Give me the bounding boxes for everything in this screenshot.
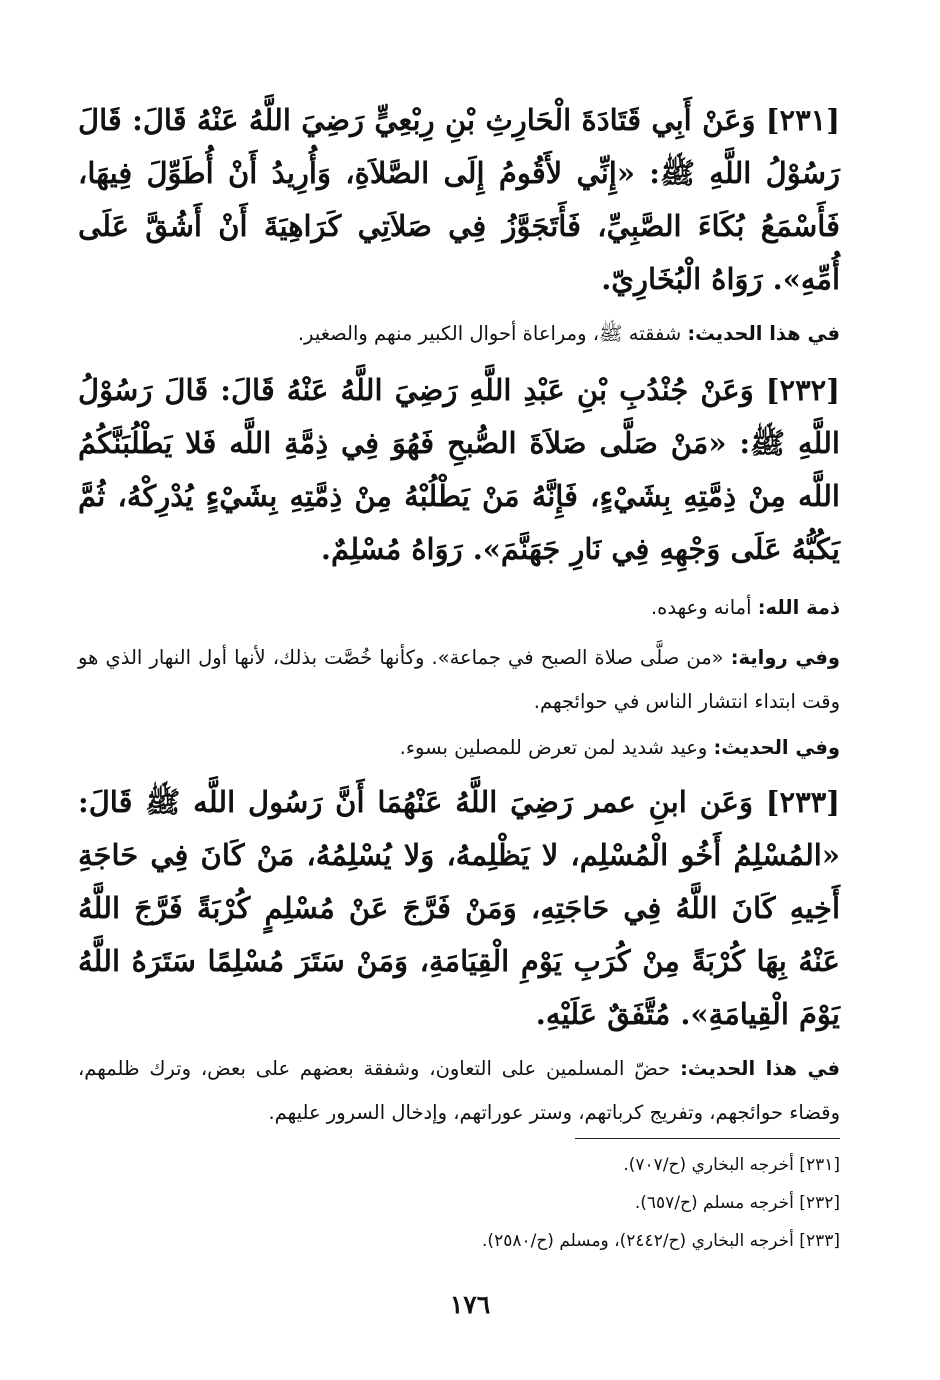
commentary-body: حضّ المسلمين على التعاون، وشفقة بعضهم على بعض، وترك ظلمهم، وقضاء حوائجهم، وتفريج كرباتهم، وستر عوراتهم، وإدخال السرور عليهم.	[78, 1057, 840, 1124]
footnote-233: [٢٣٣] أخرجه البخاري (ح/٢٤٤٢)، ومسلم (ح/٢٥٨٠).	[482, 1231, 840, 1251]
hadith-232-commentary-warning	[78, 726, 840, 770]
commentary-lead: وفي الحديث:	[713, 736, 840, 759]
footnotes	[300, 1146, 840, 1260]
hadith-232: [٢٣٢] وَعَنْ جُنْدُبِ بْنِ عَبْدِ اللَّهِ رَضِيَ اللَّهُ عَنْهُ قَالَ: قَالَ رَسُوْلُ اللَّهِ ﷺ: «مَنْ صَلَّى صَلاَةَ الصُّبحِ فَهُوَ فِي ذِمَّةِ اللَّه فَلا يَطْلُبَنَّكُمُ اللَّه مِنْ ذِمَّتِهِ بِشَيْءٍ، فَإِنَّهُ مَنْ يَطْلُبْهُ مِنْ ذِمَّتِهِ بِشَيْءٍ يُدْرِكْهُ، ثُمَّ يَكُبُّهُ عَلَى وَجْهِهِ فِي نَارِ جَهَنَّمَ». رَوَاهُ مُسْلِمٌ.	[78, 373, 840, 566]
commentary-lead: وفي رواية:	[730, 646, 840, 669]
hadith-231: [٢٣١] وَعَنْ أَبِي قَتَادَةَ الْحَارِثِ بْنِ رِبْعِيٍّ رَضِيَ اللَّهُ عَنْهُ قَالَ: قَالَ رَسُوْلُ اللَّهِ ﷺ: «إِنِّي لأَقُومُ إِلَى الصَّلاَةِ، وَأُرِيدُ أَنْ أُطَوِّلَ فِيهَا، فَأَسْمَعُ بُكَاءَ الصَّبِيِّ، فَأَتَجَوَّزُ فِي صَلاَتِي كَرَاهِيَةَ أَنْ أَشُقَّ عَلَى أُمِّهِ». رَوَاهُ الْبُخَارِيّ.	[78, 103, 840, 296]
hadith-233-commentary	[78, 1047, 840, 1135]
footnote-divider	[575, 1138, 840, 1139]
page-body	[78, 94, 840, 1135]
commentary-lead: في هذا الحديث:	[687, 322, 840, 345]
hadith-233: [٢٣٣] وَعَن ابنِ عمر رَضِيَ اللَّهُ عَنْهُمَا أَنَّ رَسُول اللَّه ﷺ قَالَ: «المُسْلِمُ أَخُو الْمُسْلِم، لا يَظْلِمهُ، وَلا يُسْلِمُهُ، مَنْ كَانَ فِي حَاجَةِ أَخِيهِ كَانَ اللَّهُ فِي حَاجَتِهِ، وَمَنْ فَرَّجَ عَنْ مُسْلِمٍ كُرْبَةً فَرَّجَ اللَّهُ عَنْهُ بِهَا كُرْبَةً مِنْ كُرَبِ يَوْمِ الْقِيَامَةِ، وَمَنْ سَتَرَ مُسْلِمًا سَتَرَهُ اللَّهُ يَوْمَ الْقِيامَةِ». مُتَّفَقٌ عَلَيْهِ.	[78, 785, 840, 1031]
commentary-body: وعيد شديد لمن تعرض للمصلين بسوء.	[399, 736, 714, 759]
commentary-lead: في هذا الحديث:	[680, 1057, 840, 1080]
hadith-232-commentary-dhimma	[78, 586, 840, 630]
commentary-lead: ذمة الله:	[757, 596, 840, 619]
commentary-body: شفقته ﷺ، ومراعاة أحوال الكبير منهم والصغير.	[297, 322, 688, 345]
commentary-body: أمانه وعهده.	[650, 596, 758, 619]
footnote-232: [٢٣٢] أخرجه مسلم (ح/٦٥٧).	[634, 1193, 840, 1213]
page-number: ١٧٦	[449, 1290, 491, 1319]
commentary-body: «من صلَّى صلاة الصبح في جماعة». وكأنها خُصَّت بذلك، لأنها أول النهار الذي هو وقت ابتداء انتشار الناس في حوائجهم.	[78, 646, 840, 713]
hadith-231-commentary	[78, 312, 840, 356]
hadith-232-commentary-riwaya	[78, 636, 840, 724]
footnote-231: [٢٣١] أخرجه البخاري (ح/٧٠٧).	[623, 1155, 840, 1175]
